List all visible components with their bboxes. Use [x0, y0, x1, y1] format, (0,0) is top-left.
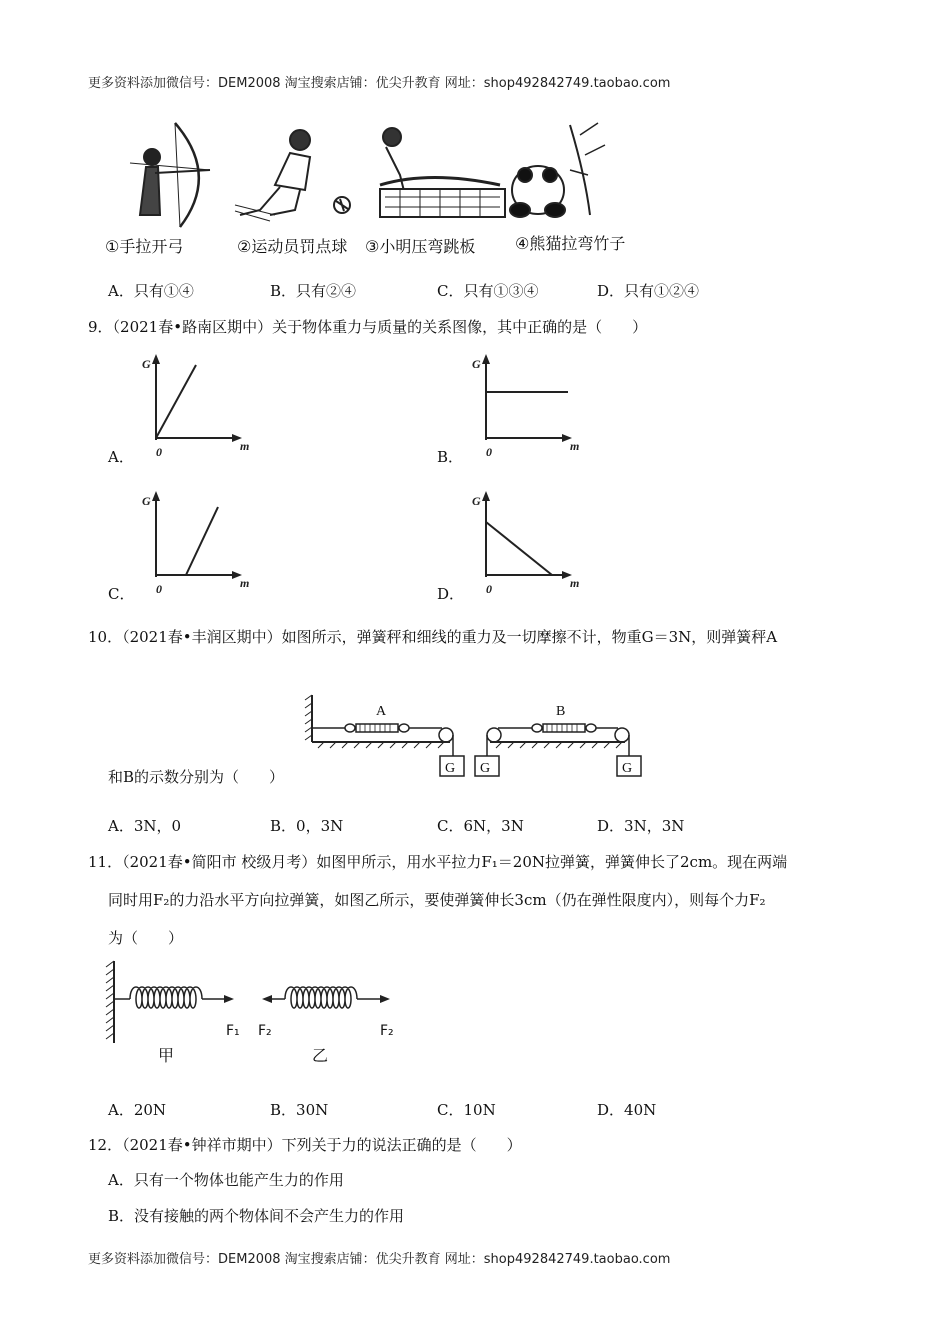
- label-jia: 甲: [158, 1046, 175, 1065]
- q10-stem: 10．（2021春•丰润区期中）如图所示，弹簧秤和细线的重力及一切摩擦不计，物重G＝3N，则弹簧秤A: [88, 628, 778, 646]
- q11-stem-line3: 为（ ）: [108, 929, 184, 947]
- weight-g-3: G: [622, 761, 633, 776]
- q11-option-d: D．40N: [597, 1101, 657, 1119]
- archer-illustration: [130, 123, 210, 227]
- graph-a-origin: 0: [156, 445, 162, 459]
- spring-scale-diagram: [300, 690, 650, 785]
- graph-c-y-label: G: [142, 494, 151, 508]
- graph-d-x-label: m: [570, 576, 580, 590]
- q12-option-a: A．只有一个物体也能产生力的作用: [108, 1171, 344, 1189]
- graph-d-origin: 0: [486, 582, 492, 596]
- q8-option-a: A．只有①④: [108, 282, 194, 300]
- label-f1: F₁: [226, 1023, 240, 1039]
- graph-c-y-arrow: [152, 491, 160, 501]
- graph-d-y-arrow: [482, 491, 490, 501]
- graph-b-y-label: G: [472, 357, 481, 371]
- q8-option-b: B．只有②④: [270, 282, 357, 300]
- panda-illustration: [510, 123, 605, 217]
- graph-b: [470, 350, 590, 460]
- graph-a: [140, 350, 260, 460]
- label-f2-left: F₂: [258, 1023, 272, 1039]
- graph-b-y-arrow: [482, 354, 490, 364]
- graph-a-y-label: G: [142, 357, 151, 371]
- q9-option-b-label: B．: [437, 448, 464, 466]
- graph-a-x-label: m: [240, 439, 250, 453]
- weight-g-1: G: [445, 761, 456, 776]
- graph-b-origin: 0: [486, 445, 492, 459]
- q8-illustrations: [100, 115, 660, 265]
- label-scale-b: B: [556, 704, 566, 719]
- label-yi: 乙: [312, 1046, 329, 1065]
- q11-stem-line2: 同时用F₂的力沿水平方向拉弹簧，如图乙所示，要使弹簧伸长3cm（仍在弹性限度内），则每个力F₂: [108, 891, 766, 909]
- graph-c-line: [186, 507, 218, 575]
- page-footer: 更多资料添加微信号：DEM2008 淘宝搜索店铺：优尖升教育 网址：shop492842749.taobao.com: [88, 1252, 671, 1267]
- q10-option-c: C．6N，3N: [437, 817, 524, 835]
- q12-option-b: B．没有接触的两个物体间不会产生力的作用: [108, 1207, 405, 1225]
- graph-d-line: [486, 522, 552, 575]
- graph-b-x-label: m: [570, 439, 580, 453]
- q8-option-c: C．只有①③④: [437, 282, 539, 300]
- arrow-f2-right-icon: [380, 995, 390, 1003]
- q9-option-c-label: C．: [108, 585, 135, 603]
- q10-option-d: D．3N，3N: [597, 817, 685, 835]
- arrow-f2-left-icon: [262, 995, 272, 1003]
- q9-option-a-label: A．: [108, 448, 134, 466]
- q10-option-a: A．3N，0: [108, 817, 182, 835]
- weight-g-2: G: [480, 761, 491, 776]
- q11-option-c: C．10N: [437, 1101, 496, 1119]
- graph-c-origin: 0: [156, 582, 162, 596]
- q8-option-d: D．只有①②④: [597, 282, 700, 300]
- q11-option-b: B．30N: [270, 1101, 329, 1119]
- q10-option-b: B．0，3N: [270, 817, 344, 835]
- graph-c-x-label: m: [240, 576, 250, 590]
- caption-2: ②运动员罚点球: [237, 237, 348, 256]
- page-header: 更多资料添加微信号：DEM2008 淘宝搜索店铺：优尖升教育 网址：shop492842749.taobao.com: [88, 76, 671, 91]
- label-f2-right: F₂: [380, 1023, 394, 1039]
- caption-3: ③小明压弯跳板: [365, 237, 476, 256]
- q9-stem: 9．（2021春•路南区期中）关于物体重力与质量的关系图像，其中正确的是（ ）: [88, 318, 648, 336]
- graph-c: [140, 487, 260, 597]
- q11-option-a: A．20N: [108, 1101, 167, 1119]
- football-illustration: [235, 130, 350, 221]
- caption-4: ④熊猫拉弯竹子: [515, 234, 626, 253]
- q12-stem: 12．（2021春•钟祥市期中）下列关于力的说法正确的是（ ）: [88, 1136, 522, 1154]
- diving-board-illustration: [380, 128, 505, 217]
- graph-d-y-label: G: [472, 494, 481, 508]
- q10-stem-cont: 和B的示数分别为（ ）: [108, 768, 285, 786]
- spring-diagram: [100, 955, 410, 1070]
- label-scale-a: A: [376, 704, 387, 719]
- arrow-f1-icon: [224, 995, 234, 1003]
- graph-a-line: [156, 365, 196, 438]
- graph-a-y-arrow: [152, 354, 160, 364]
- q9-option-d-label: D．: [437, 585, 465, 603]
- q11-stem-line1: 11．（2021春•简阳市 校级月考）如图甲所示，用水平拉力F₁＝20N拉弹簧，弹簧伸长了2cm。现在两端: [88, 853, 788, 871]
- graph-d: [470, 487, 590, 597]
- caption-1: ①手拉开弓: [105, 237, 184, 256]
